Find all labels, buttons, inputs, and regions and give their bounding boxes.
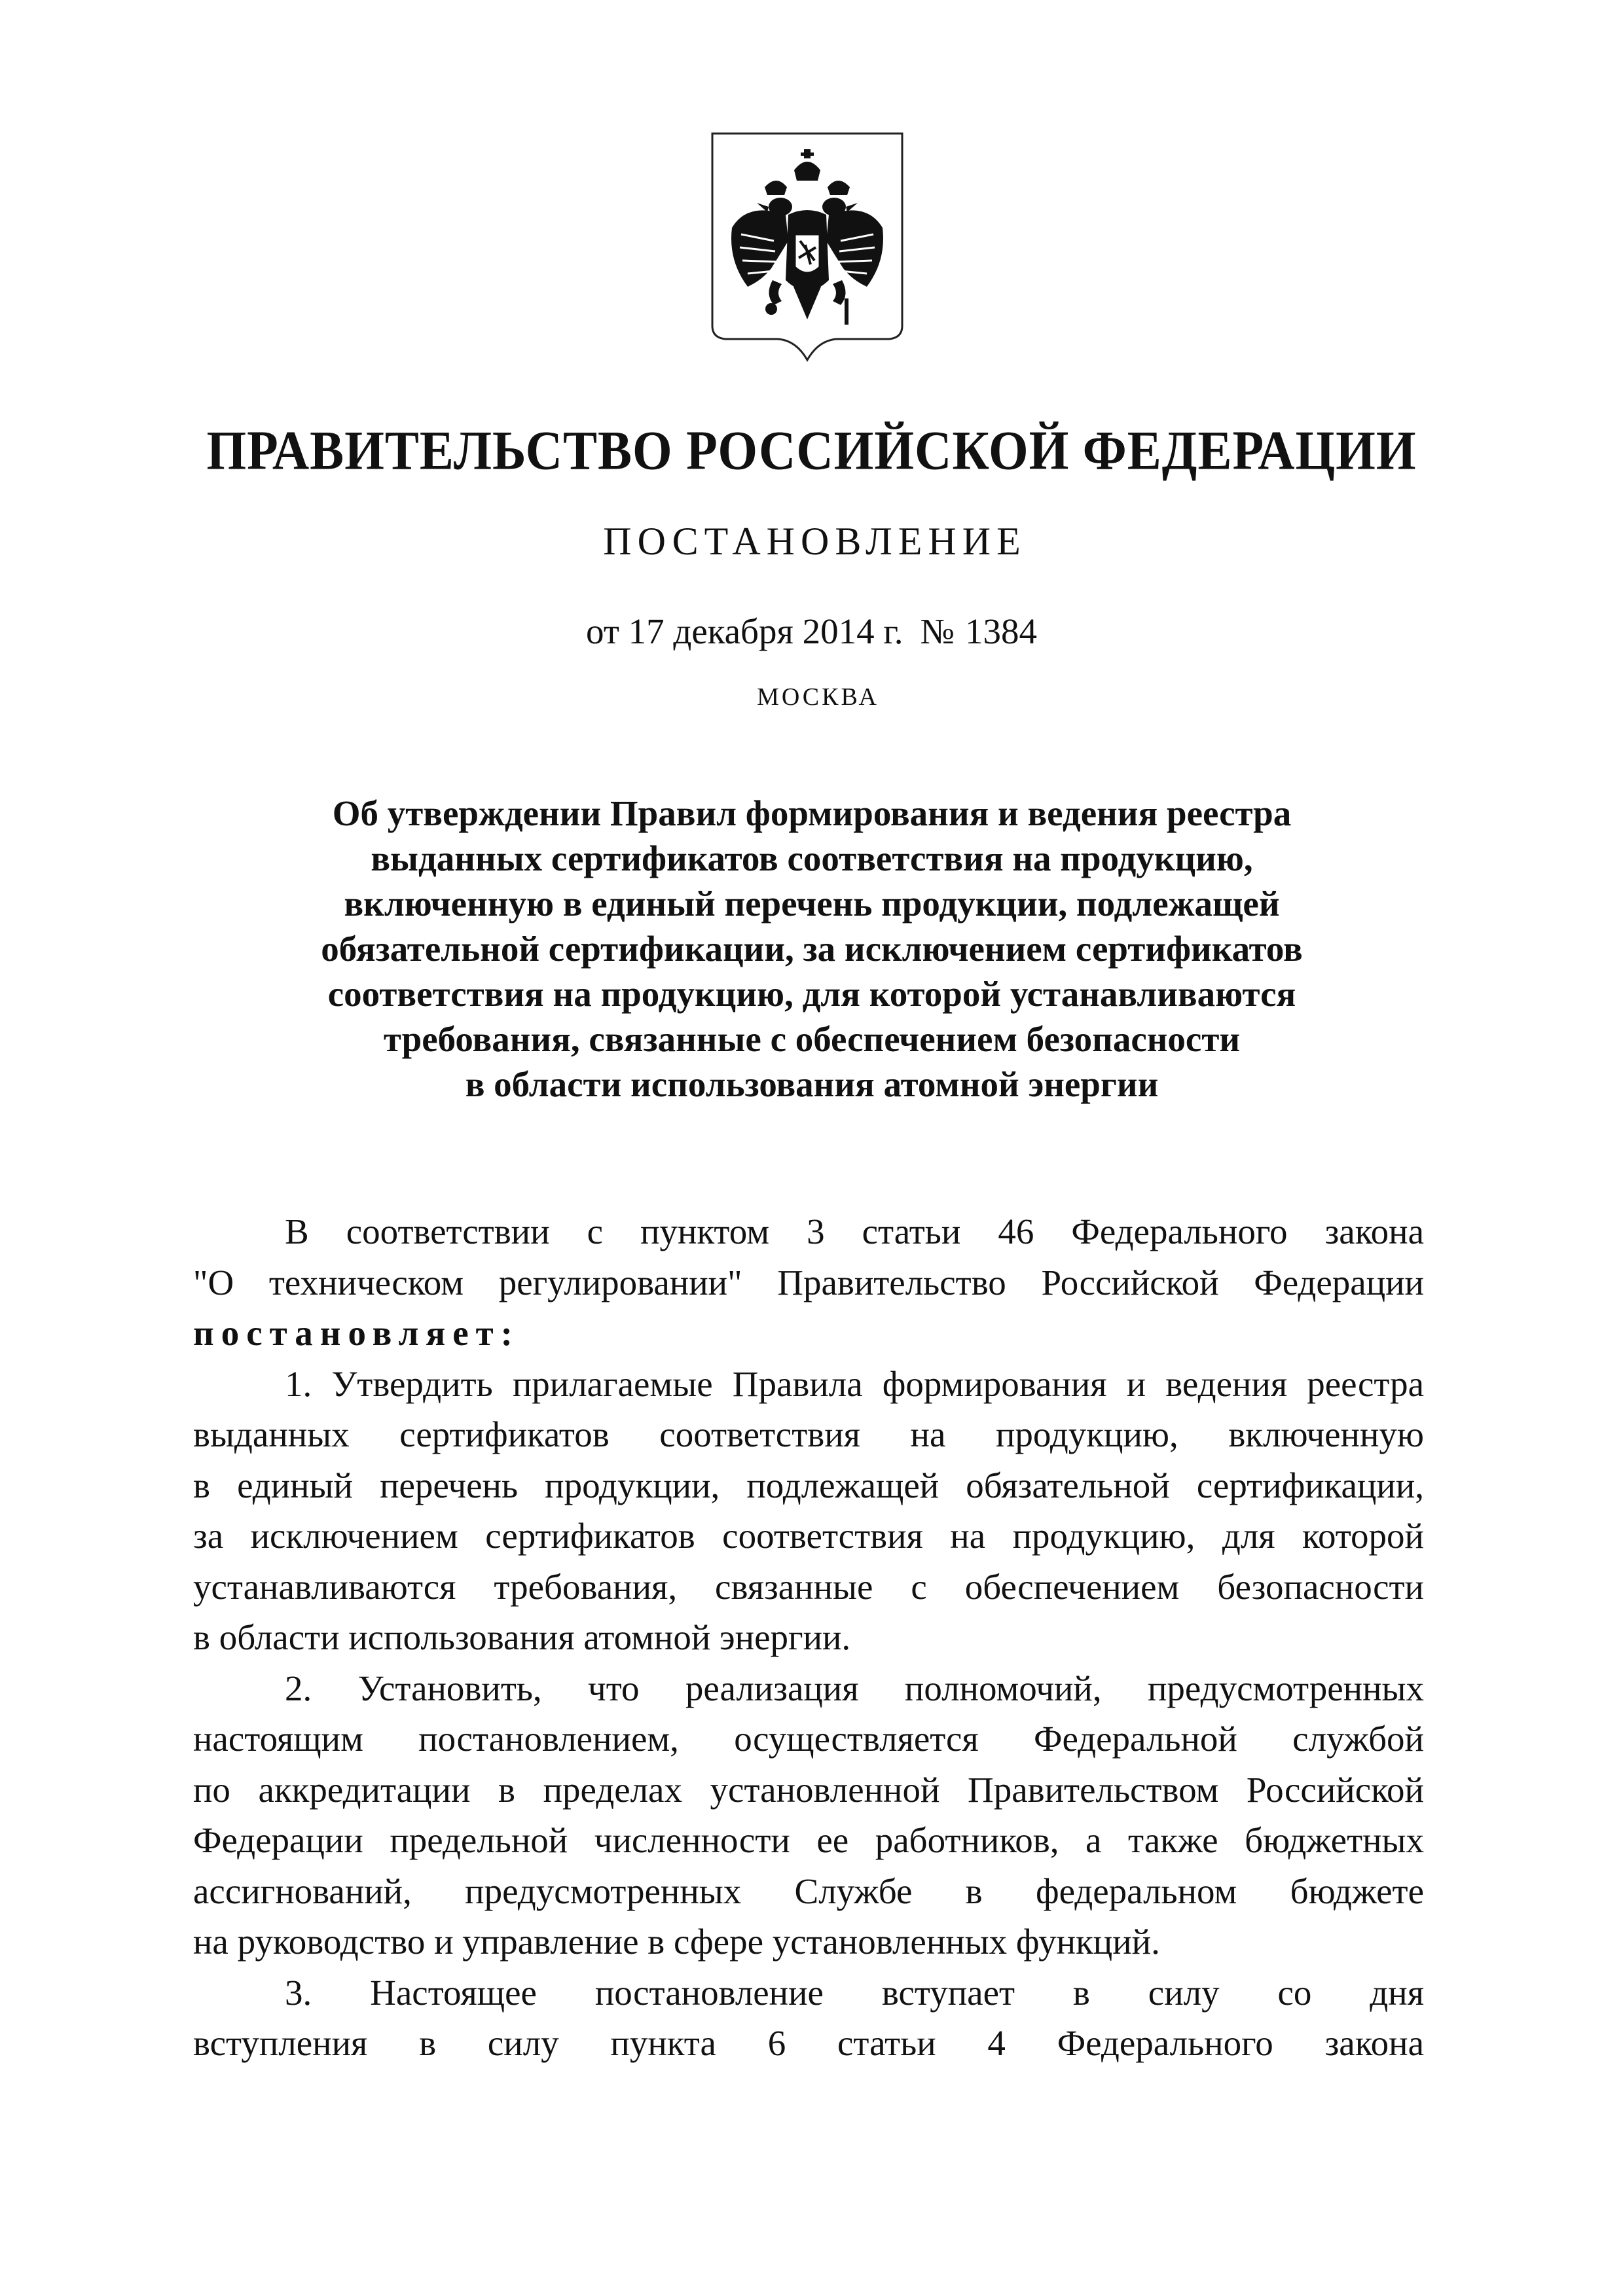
item-2-line: 2. Установить, что реализация полномочий, предусмотренных xyxy=(285,1668,1424,1708)
coat-of-arms-icon xyxy=(708,130,906,367)
date-number-line xyxy=(0,611,1623,652)
item-2-line: настоящим постановлением, осуществляется Федеральной службой xyxy=(193,1719,1424,1759)
document-date: от 17 декабря 2014 г. xyxy=(586,611,903,651)
item-1-line: в области использования атомной энергии. xyxy=(193,1617,851,1657)
item-3-line: вступления в силу пункта 6 статьи 4 Федерального закона xyxy=(193,2023,1424,2063)
subject-line: выданных сертификатов соответствия на продукцию, xyxy=(371,838,1253,878)
subject-line: требования, связанные с обеспечением безопасности xyxy=(383,1019,1241,1059)
document-type: ПОСТАНОВЛЕНИЕ xyxy=(603,520,1027,563)
decree-line xyxy=(193,1308,1424,1359)
subject-line: Об утверждении Правил формирования и ведения реестра xyxy=(332,793,1292,833)
item-2-line: Федерации предельной численности ее работников, а также бюджетных xyxy=(193,1820,1424,1860)
item-2-line: ассигнований, предусмотренных Службе в федеральном бюджете xyxy=(193,1871,1424,1911)
item-3-line: 3. Настоящее постановление вступает в силу со дня xyxy=(285,1972,1424,2013)
city: МОСКВА xyxy=(757,683,879,711)
document-body xyxy=(193,1206,1424,2069)
subject-line: включенную в единый перечень продукции, подлежащей xyxy=(344,884,1280,924)
government-title: ПРАВИТЕЛЬСТВО РОССИЙСКОЙ ФЕДЕРАЦИИ xyxy=(206,420,1417,482)
number-sign: № xyxy=(920,611,955,651)
subject-line: обязательной сертификации, за исключением сертификатов xyxy=(321,929,1303,969)
item-2-line: по аккредитации в пределах установленной Правительством Российской xyxy=(193,1769,1424,1810)
item-1-line: за исключением сертификатов соответствия на продукцию, для которой xyxy=(193,1516,1424,1556)
preamble-line: "О техническом регулировании" Правительство Российской Федерации xyxy=(193,1262,1424,1302)
decree-word: постановляет: xyxy=(193,1313,520,1353)
subject-line: в области использования атомной энергии xyxy=(465,1064,1159,1104)
item-1-line: выданных сертификатов соответствия на продукцию, включенную xyxy=(193,1414,1424,1454)
item-1-line: 1. Утвердить прилагаемые Правила формирования и ведения реестра xyxy=(285,1363,1424,1404)
document-number: 1384 xyxy=(964,611,1037,651)
subject-line: соответствия на продукцию, для которой устанавливаются xyxy=(327,974,1296,1014)
item-1-line: в единый перечень продукции, подлежащей обязательной сертификации, xyxy=(193,1465,1424,1505)
preamble-line: В соответствии с пунктом 3 статьи 46 Федерального закона xyxy=(285,1211,1424,1251)
item-1-line: устанавливаются требования, связанные с обеспечением безопасности xyxy=(193,1566,1424,1607)
document-subject xyxy=(249,791,1375,1107)
item-2-line: на руководство и управление в сфере установленных функций. xyxy=(193,1922,1160,1962)
